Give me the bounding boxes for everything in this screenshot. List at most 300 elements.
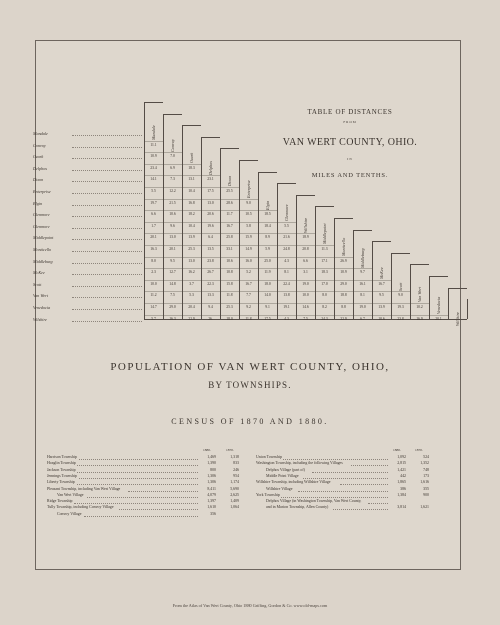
leader-dots [368, 502, 388, 504]
distance-cell: 7.0 [170, 154, 175, 159]
leader-dots [72, 262, 142, 264]
population-1880: 8,411 [207, 486, 216, 491]
leader-dots [72, 192, 142, 194]
distance-cell: 12.2 [169, 189, 176, 193]
row-label: Dixon [33, 177, 44, 183]
distance-cell: 16.7 [378, 281, 385, 286]
column-header: Delphos [208, 160, 213, 175]
distance-cell: 1.7 [151, 223, 156, 228]
census-label: CENSUS OF 1870 AND 1880. [171, 417, 329, 426]
distance-cell: 5.2 [246, 270, 251, 275]
header-step-line [429, 276, 448, 277]
township-name: Union Township [256, 455, 282, 459]
distance-cell: 15.8 [226, 281, 233, 286]
distance-cell: 28.6 [226, 200, 233, 205]
township-name: Jennings Township [47, 473, 77, 478]
population-1880: 1,469 [207, 455, 216, 459]
distance-cell: 29.0 [340, 281, 347, 286]
leader-dots [79, 477, 198, 479]
header-step-line [277, 183, 296, 184]
leader-dots [283, 458, 389, 460]
column-header: Willshire [303, 217, 308, 233]
grid-column-line [429, 276, 430, 319]
grid-column-line [467, 299, 468, 319]
leader-dots [72, 308, 142, 310]
distance-cell: 19.3 [397, 305, 404, 309]
header-step-line [182, 125, 201, 126]
row-label: Monticello [33, 247, 52, 252]
leader-dots [72, 285, 142, 287]
township-name: Willshire Township, including Willshire Village [256, 480, 331, 485]
distance-cell: 9.0 [398, 293, 403, 298]
population-1870: 954 [233, 473, 239, 478]
column-header: Monticello [341, 237, 346, 256]
population-1870: 5,690 [230, 486, 239, 491]
grid-row-line [144, 303, 429, 304]
distance-title: TABLE OF DISTANCES [307, 108, 393, 116]
distance-cell: 14.6 [302, 305, 309, 309]
leader-dots [77, 464, 198, 466]
header-step-line [163, 114, 182, 115]
township-name: Jackson Township [47, 467, 76, 472]
population-1880: 356 [210, 511, 216, 516]
population-1880: 1,306 [207, 480, 216, 485]
row-label: Delphos [33, 165, 47, 171]
grid-row-line [144, 210, 277, 211]
population-1870: 900 [423, 492, 429, 497]
distance-cell: 10.6 [169, 212, 176, 217]
distance-cell: 19.6 [207, 223, 214, 228]
column-header: McKee [379, 267, 384, 280]
distance-cell: 6.7 [360, 316, 365, 321]
row-label: Elgin [33, 200, 43, 206]
distance-cell: 8.0 [322, 293, 327, 298]
township-name: Pleasant Township, including Van Wert Village [47, 486, 121, 491]
leader-dots [77, 483, 198, 485]
leader-dots [72, 250, 142, 252]
distance-cell: 18.9 [302, 235, 309, 240]
distance-cell: 18.5 [264, 212, 271, 217]
population-title: POPULATION OF VAN WERT COUNTY, OHIO, [110, 361, 390, 373]
leader-dots [72, 320, 142, 322]
distance-cell: 18.8 [340, 293, 347, 298]
distance-cell: 11.9 [264, 270, 271, 275]
distance-cell: 14.7 [150, 305, 157, 309]
distance-cell: 17.0 [321, 281, 328, 286]
leader-dots [72, 238, 142, 240]
distance-cell: 19.0 [359, 305, 366, 309]
row-label: Glenmore [33, 223, 50, 229]
distance-cell: 10.9 [150, 154, 157, 159]
header-step-line [201, 137, 220, 138]
distance-cell: 8.0 [151, 258, 156, 263]
distance-cell: 16.7 [226, 223, 233, 228]
grid-column-line [410, 264, 411, 319]
township-name: Middle Point Village [266, 473, 299, 478]
distance-cell: 10.6 [226, 258, 233, 263]
row-label: Enterprise [33, 189, 51, 194]
distance-cell: 8.2 [322, 305, 327, 309]
distance-cell: 9.5 [379, 293, 384, 298]
column-header: Middleburg [360, 247, 365, 268]
distance-cell: 8.9 [265, 235, 270, 240]
distance-cell: 25.8 [226, 235, 233, 240]
population-1870: 748 [423, 467, 429, 472]
distance-cell: 22.9 [340, 316, 347, 321]
distance-cell: 5.8 [246, 223, 251, 228]
distance-cell: 11.3 [321, 247, 328, 251]
header-step-line [334, 218, 353, 219]
grid-row-line [144, 268, 372, 269]
distance-cell: 13.0 [188, 258, 195, 263]
population-1880: 1,397 [207, 499, 216, 504]
grid-row-line [144, 233, 315, 234]
population-1880: 442 [400, 473, 406, 478]
column-header: Dixon [227, 176, 232, 187]
distance-cell: 11.7 [226, 212, 233, 217]
distance-cell: 13.0 [169, 235, 176, 240]
header-step-line [391, 253, 410, 254]
grid-row-line [144, 199, 258, 200]
header-step-line [410, 264, 429, 265]
distance-cell: 7.5 [303, 316, 308, 321]
population-1880: 1,306 [207, 473, 216, 478]
population-1880: 1,865 [397, 480, 406, 485]
distance-cell: 13.8 [283, 293, 290, 298]
population-1880: 800 [210, 467, 216, 472]
distance-cell: 23.8 [397, 316, 404, 321]
distance-cell: 19.7 [150, 200, 157, 205]
township-name: Washington Township, including the following Villages [256, 461, 343, 466]
distance-cell: 16.3 [150, 247, 157, 251]
distance-cell: 25.3 [226, 305, 233, 309]
leader-dots [77, 471, 198, 473]
header-step-line [315, 206, 334, 207]
row-label: Van Wert [33, 293, 49, 299]
header-step-line [372, 241, 391, 242]
distance-cell: 23.4 [150, 165, 157, 170]
leader-dots [74, 502, 199, 504]
row-label: McKee [33, 270, 45, 276]
distance-cell: 9.1 [265, 305, 270, 309]
column-header: Mandale [151, 125, 156, 140]
distance-cell: 22.9 [188, 316, 195, 321]
distance-cell: 10.8 [226, 270, 233, 275]
distance-cell: 20.8 [302, 247, 309, 251]
distance-cell: 9.5 [170, 258, 175, 263]
grid-row-line [144, 152, 182, 153]
distance-in-label: IN [347, 157, 353, 161]
distance-cell: 23.1 [207, 177, 214, 182]
population-1880: 2,815 [397, 461, 406, 466]
distance-cell: 13.0 [207, 200, 214, 205]
distance-cell: 29.0 [169, 305, 176, 309]
distance-cell: 16.9 [416, 316, 423, 321]
population-1880: 1,421 [397, 467, 406, 472]
grid-row-line [144, 315, 448, 316]
distance-cell: 18.0 [226, 316, 233, 321]
township-name: Hoaglin Township [47, 461, 76, 466]
township-name: Ridge Township [47, 499, 73, 504]
leader-dots [72, 169, 142, 171]
population-1870: 246 [233, 467, 239, 472]
row-label: Convoy [33, 142, 46, 148]
population-1870: 1,409 [230, 499, 239, 504]
distance-cell: 6.6 [303, 258, 308, 263]
population-subtitle: BY TOWNSHIPS. [208, 380, 292, 390]
row-label: Ozark [33, 154, 44, 160]
township-name: and in Marion Township, Allen County) [266, 505, 329, 510]
population-1880: 4,079 [207, 492, 216, 497]
header-step-line [353, 230, 372, 231]
population-1880: 1,384 [397, 492, 406, 497]
distance-cell: 7.7 [246, 293, 251, 298]
column-header: Middlepoint [322, 223, 327, 245]
distance-from-label: FROM [343, 120, 357, 124]
leader-dots [340, 483, 388, 485]
distance-cell: 25.5 [226, 189, 233, 193]
distance-cell: 19.0 [302, 281, 309, 286]
distance-cell: 22.3 [207, 281, 214, 286]
grid-row-line [144, 164, 201, 165]
distance-cell: 16.2 [188, 270, 195, 275]
leader-dots [72, 134, 142, 136]
grid-row-line [144, 245, 334, 246]
distance-cell: 14.8 [169, 281, 176, 286]
row-label: Venedocia [33, 305, 51, 310]
grid-column-line [448, 288, 449, 319]
distance-cell: 18.3 [188, 165, 195, 170]
leader-dots [72, 146, 142, 148]
distance-cell: 7.3 [170, 177, 175, 182]
township-name: Van Wert Village [57, 492, 84, 497]
distance-cell: 19.1 [283, 305, 290, 309]
distance-cell: 3.1 [303, 270, 308, 275]
distance-cell: 6.4 [208, 235, 213, 240]
column-header: Scott [398, 282, 403, 291]
column-header: Glenmore [284, 204, 289, 222]
distance-cell: 11.8 [226, 293, 233, 298]
population-1870: 524 [423, 455, 429, 459]
leader-dots [303, 477, 388, 479]
distance-cell: 5.7 [151, 316, 156, 321]
distance-cell: 20.1 [169, 247, 176, 251]
population-1870: 1,318 [230, 455, 239, 459]
distance-cell: 7.5 [170, 293, 175, 298]
distance-cell: 14.9 [245, 247, 252, 251]
township-name: Willshire Village [266, 486, 293, 491]
distance-units: MILES AND TENTHS. [311, 172, 389, 179]
distance-cell: 10.4 [188, 189, 195, 193]
header-step-line [220, 148, 239, 149]
distance-cell: 9.2 [246, 305, 251, 309]
distance-cell: 11.8 [245, 316, 252, 321]
distance-cell: 11.1 [150, 142, 157, 147]
township-name: Delphos Village (part of) [266, 467, 305, 472]
leader-dots [281, 496, 388, 498]
township-name: Liberty Township [47, 480, 75, 485]
distance-cell: 15.9 [245, 235, 252, 240]
leader-dots [72, 215, 142, 217]
population-1880: 1,610 [207, 505, 216, 510]
population-1880: 3,814 [397, 505, 406, 510]
township-name: Delphos Village (in Washington Township, Van Wert County, [266, 499, 362, 504]
township-name: Harrison Township [47, 455, 77, 459]
header-step-line [448, 288, 467, 289]
distance-cell: 8.8 [341, 305, 346, 309]
distance-cell: 14.1 [150, 177, 157, 182]
distance-cell: 16.1 [359, 281, 366, 286]
grid-row-line [144, 141, 163, 142]
population-1870: 1,616 [420, 480, 429, 485]
distance-cell: 26. [208, 316, 213, 321]
distance-cell: 5.9 [265, 247, 270, 251]
header-step-line [144, 102, 163, 103]
distance-cell: 17.5 [264, 316, 271, 321]
distance-cell: 20.1 [150, 235, 157, 240]
distance-cell: 10.6 [378, 316, 385, 321]
grid-row-line [144, 291, 410, 292]
distance-cell: 16.8 [188, 200, 195, 205]
year-header: 1880. [393, 448, 401, 452]
distance-cell: 18.2 [188, 212, 195, 217]
distance-cell: 18.4 [264, 223, 271, 228]
distance-cell: 4.3 [284, 316, 289, 321]
distance-cell: 17.5 [207, 189, 214, 193]
leader-dots [312, 471, 388, 473]
population-1870: 1,352 [420, 461, 429, 466]
population-1870: 1,064 [230, 505, 239, 510]
distance-cell: 24.3 [321, 316, 328, 321]
grid-row-line [144, 280, 391, 281]
leader-dots [351, 464, 388, 466]
row-label: Mandale [33, 131, 48, 136]
distance-cell: 18.3 [321, 270, 328, 275]
year-header: 1870. [415, 448, 423, 452]
distance-cell: 10.2 [416, 305, 423, 309]
leader-dots [79, 458, 198, 460]
column-header: Elgin [265, 200, 270, 210]
distance-cell: 6.6 [151, 212, 156, 217]
population-1870: 355 [423, 486, 429, 491]
distance-cell: 13.9 [378, 305, 385, 309]
distance-cell: 20.6 [207, 212, 214, 217]
distance-cell: 18.0 [264, 281, 271, 286]
distance-cell: 9.0 [246, 200, 251, 205]
population-1880: 1,390 [207, 461, 216, 466]
distance-cell: 13.9 [188, 235, 195, 240]
distance-cell: 10.4 [188, 223, 195, 228]
leader-dots [72, 204, 142, 206]
population-1870: 173 [423, 473, 429, 478]
distance-cell: 8.1 [360, 293, 365, 298]
grid-row-line [144, 257, 353, 258]
township-name: Convoy Village [57, 511, 82, 516]
population-1870: 2,625 [230, 492, 239, 497]
distance-place: VAN WERT COUNTY, OHIO. [282, 137, 418, 148]
distance-cell: 10.5 [245, 212, 252, 217]
township-name: Tully Township, including Convoy Village [47, 505, 114, 510]
distance-cell: 21.6 [283, 235, 290, 240]
population-1870: 1,621 [420, 505, 429, 510]
population-1870: 833 [233, 461, 239, 466]
leader-dots [298, 490, 388, 492]
distance-cell: 25.3 [188, 247, 195, 251]
distance-cell: 20.4 [188, 305, 195, 309]
row-label: Wilshire [33, 316, 47, 322]
row-label: Middleburg [33, 258, 53, 264]
distance-cell: 5.3 [189, 293, 194, 298]
distance-cell: 25.0 [264, 258, 271, 263]
distance-cell: 16.0 [245, 258, 252, 263]
distance-cell: 13.1 [188, 177, 195, 182]
year-header: 1880. [203, 448, 211, 452]
row-label: Scott [33, 281, 42, 287]
distance-cell: 16.3 [169, 316, 176, 321]
distance-cell: 26.7 [207, 270, 214, 275]
column-header: Enterprise [246, 180, 251, 198]
column-header: Convoy [170, 138, 175, 152]
distance-cell: 3.7 [189, 281, 194, 286]
distance-cell: 10.9 [340, 270, 347, 275]
leader-dots [128, 490, 198, 492]
grid-row-line [144, 222, 296, 223]
population-1880: 386 [400, 486, 406, 491]
distance-cell: 23.8 [207, 258, 214, 263]
distance-cell: 8.1 [284, 270, 289, 275]
distance-cell: 13.5 [207, 247, 214, 251]
distance-cell: 24.8 [283, 247, 290, 251]
column-header: Van Wert [417, 287, 422, 303]
distance-cell: 16.7 [245, 281, 252, 286]
leader-dots [72, 157, 142, 159]
grid-row-line [144, 175, 220, 176]
distance-cell: 14.0 [264, 293, 271, 298]
leader-dots [72, 273, 142, 275]
column-header: Venedocia [436, 296, 441, 314]
row-label: Glenmore [33, 212, 50, 218]
distance-cell: 10.0 [150, 281, 157, 286]
distance-cell: 2.3 [151, 270, 156, 275]
leader-dots [87, 496, 198, 498]
row-label: Middlepoint [33, 235, 54, 241]
population-1870: 1,174 [230, 480, 239, 485]
distance-cell: 21.5 [169, 200, 176, 205]
distance-cell: 33.1 [226, 247, 233, 251]
distance-cell: 5.5 [151, 189, 156, 193]
distance-cell: 6.9 [170, 165, 175, 170]
township-name: York Township [256, 492, 280, 497]
distance-cell: 4.3 [284, 258, 289, 263]
distance-cell: 12.7 [169, 270, 176, 275]
distance-cell: 9.7 [360, 270, 365, 275]
column-header: Ozark [189, 152, 194, 164]
distance-cell: 26.9 [340, 258, 347, 263]
leader-dots [72, 296, 142, 298]
leader-dots [72, 180, 142, 182]
leader-dots [119, 508, 198, 510]
distance-cell: 22.4 [283, 281, 290, 286]
distance-cell: 10.0 [302, 293, 309, 298]
leader-dots [72, 227, 142, 229]
distance-cell: 13.3 [207, 293, 214, 298]
distance-cell: 9.6 [170, 223, 175, 228]
footer-credit: From the Atlas of Van Wert County, Ohio 1880 Griffing, Gordon & Co. www.old-maps.com [172, 603, 328, 608]
distance-cell: 5.5 [284, 223, 289, 228]
leader-dots [333, 508, 388, 510]
year-header: 1870. [226, 448, 234, 452]
population-1880: 1,092 [397, 455, 406, 459]
